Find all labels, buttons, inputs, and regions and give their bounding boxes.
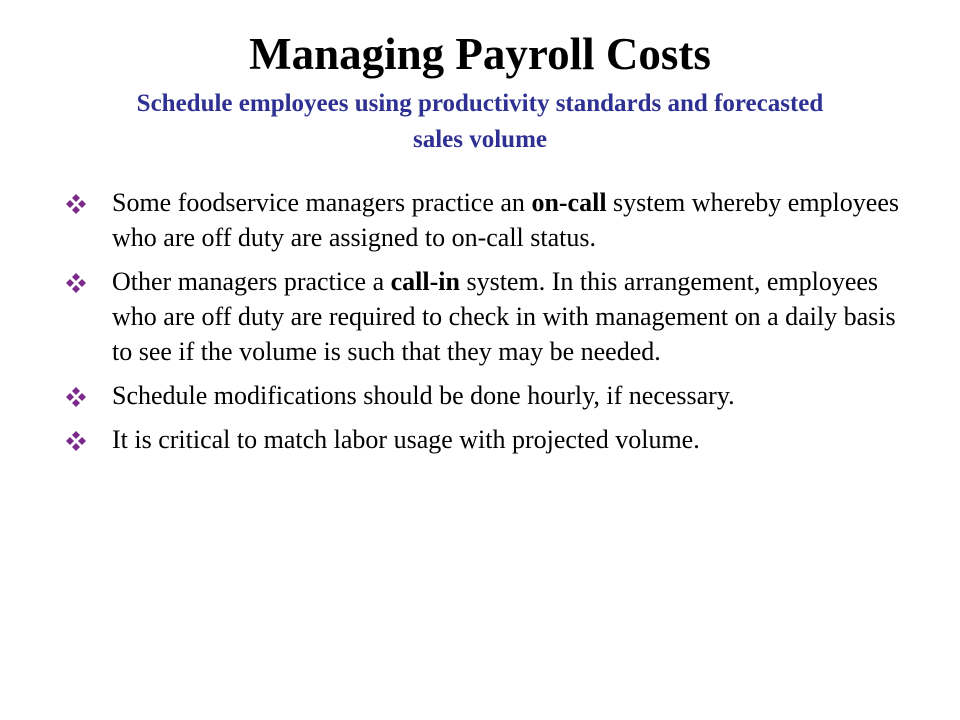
- bullet-text: Other managers practice a call-in system. In this arrangement, employees who are off duty are required to check in with management on a daily basis to see if the volume is such that they may be needed.: [112, 267, 896, 366]
- diamond-shape: [66, 437, 74, 445]
- bullet-item: [60, 422, 900, 457]
- diamond-shape: [72, 387, 80, 395]
- bullet-item: [60, 185, 900, 255]
- four-diamond-bullet-icon: [64, 387, 88, 407]
- diamond-shape: [72, 399, 80, 407]
- four-diamond-bullet-icon: [64, 273, 88, 293]
- diamond-shape: [78, 279, 86, 287]
- bullet-text: Schedule modifications should be done hourly, if necessary.: [112, 381, 735, 410]
- diamond-shape: [66, 393, 74, 401]
- diamond-shape: [72, 194, 80, 202]
- diamond-shape: [72, 285, 80, 293]
- diamond-shape: [78, 200, 86, 208]
- bullet-text: Some foodservice managers practice an on-call system whereby employees who are off duty are assigned to on-call status.: [112, 188, 899, 252]
- diamond-shape: [66, 279, 74, 287]
- term-call-in: call-in: [390, 267, 460, 296]
- diamond-shape: [72, 431, 80, 439]
- term-on-call: on-call: [531, 188, 607, 217]
- bullet-item: [60, 264, 900, 369]
- diamond-shape: [72, 206, 80, 214]
- diamond-shape: [72, 443, 80, 451]
- slide-title: Managing Payroll Costs: [249, 29, 711, 79]
- bullet-list: [60, 185, 900, 466]
- diamond-shape: [72, 273, 80, 281]
- four-diamond-bullet-icon: [64, 194, 88, 214]
- slide-subtitle: Schedule employees using productivity standards and forecasted sales volume: [136, 90, 824, 153]
- bullet-text: It is critical to match labor usage with projected volume.: [112, 425, 700, 454]
- diamond-shape: [66, 200, 74, 208]
- bullet-item: [60, 378, 900, 413]
- diamond-shape: [78, 393, 86, 401]
- four-diamond-bullet-icon: [64, 431, 88, 451]
- diamond-shape: [78, 437, 86, 445]
